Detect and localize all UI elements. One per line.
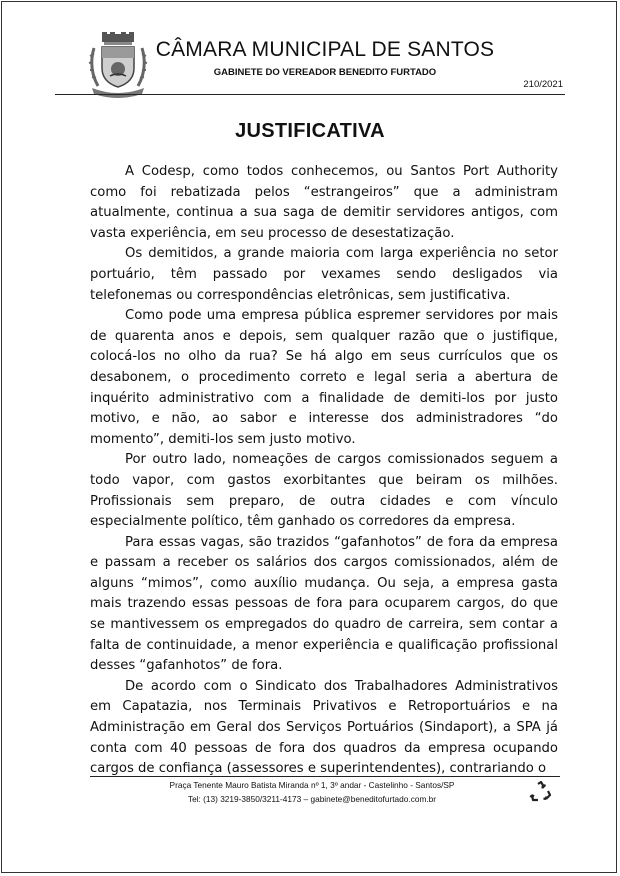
paragraph: A Codesp, como todos conhecemos, ou Santos Port Authority como foi rebatizada pelos “estrangeiros” que a administram atualmente, continua a sua saga de demitir servidores antigos, com vasta experiência, em seu processo de desestatização. xyxy=(90,164,558,241)
document-number: 210/2021 xyxy=(523,79,563,90)
footer-contact: Tel: (13) 3219-3850/3211-4173 – gabinete@beneditofurtado.com.br xyxy=(187,794,437,804)
chamber-title: CÂMARA MUNICIPAL DE SANTOS xyxy=(155,38,495,61)
paragraph: Os demitidos, a grande maioria com larga experiência no setor portuário, têm passado por vexames sendo desligados via telefonemas ou correspondências eletrônicas, sem justificativa. xyxy=(90,246,558,303)
footer-rule xyxy=(90,776,560,777)
footer-address: Praça Tenente Mauro Batista Miranda nº 1, 3º andar - Castelinho - Santos/SP xyxy=(169,780,455,790)
recycle-icon xyxy=(529,780,553,804)
header-rule xyxy=(55,94,565,95)
paragraph: De acordo com o Sindicato dos Trabalhadores Administrativos em Capatazia, nos Terminais Privativos e Retroportuários e na Administração em Geral dos Serviços Portuários (Sindaport), a SPA já conta com 40 pessoas de fora dos quadros da empresa ocupando cargos de confiança (assessores e superintendentes), contrariando o xyxy=(90,678,558,777)
paragraph: Como pode uma empresa pública espremer servidores por mais de quarenta anos e depois, sem qualquer razão que o justifique, colocá-los no olho da rua? Se há algo em seus currículos que os desabonem, o procedimento correto e legal seria a abertura de inquérito administrativo com a finalidade de demiti-los por justo motivo, e não, ao sabor e interesse dos administradores “do momento”, demiti-los sem justo motivo. xyxy=(90,308,558,447)
paragraph: Por outro lado, nomeações de cargos comissionados seguem a todo vapor, com gastos exorbitantes que beiram os milhões. Profissionais sem preparo, de outra cidades e com vínculo especialmente político, têm ganhado os corredores da empresa. xyxy=(90,452,558,530)
justification-body xyxy=(90,162,558,780)
page-heading: JUSTIFICATIVA xyxy=(235,120,385,142)
paragraph: Para essas vagas, são trazidos “gafanhotos” de fora da empresa e passam a receber os salários dos cargos comissionados, além de alguns “mimos”, como auxílio mudança. Ou seja, a empresa gasta mais trazendo essas pessoas de fora para ocuparem cargos, do que se mantivessem os empregados do quadro de carreira, sem contar a falta de continuidade, a menor experiência e qualificação profissional desses “gafanhotos” de fora. xyxy=(90,534,558,674)
office-subtitle: GABINETE DO VEREADOR BENEDITO FURTADO xyxy=(213,67,437,78)
